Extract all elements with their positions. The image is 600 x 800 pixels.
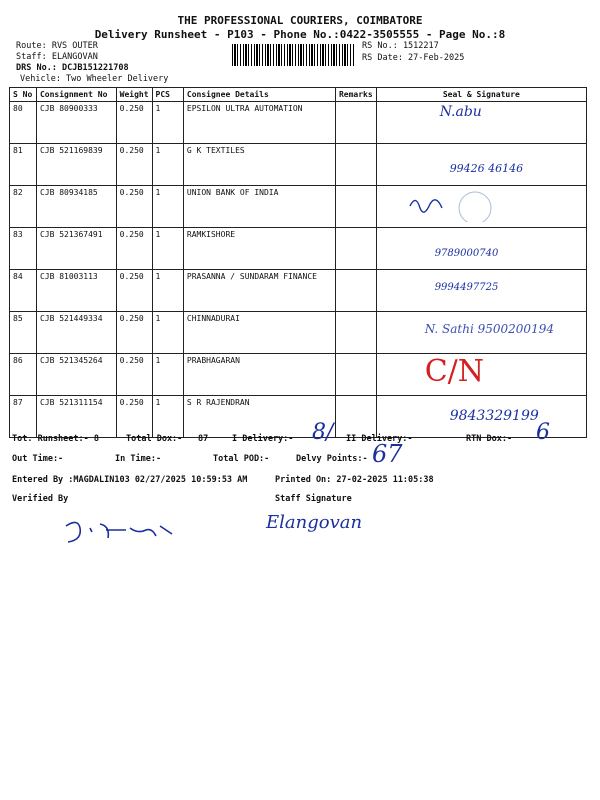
table-row — [10, 354, 587, 396]
cell-consignee: G K TEXTILES — [183, 144, 335, 186]
cell-weight: 0.250 — [116, 228, 152, 270]
cell-pcs: 1 — [152, 102, 183, 144]
cell-remarks — [335, 354, 376, 396]
col-sno: S No — [10, 88, 37, 102]
col-signature: Seal & Signature — [376, 88, 586, 102]
in-time: In Time:- — [115, 454, 162, 464]
table-row — [10, 228, 587, 270]
cell-pcs: 1 — [152, 228, 183, 270]
col-weight: Weight — [116, 88, 152, 102]
staff-signature-label: Staff Signature — [275, 494, 352, 504]
cell-remarks — [335, 186, 376, 228]
cell-pcs: 1 — [152, 144, 183, 186]
cell-consignee: PRABHAGARAN — [183, 354, 335, 396]
cell-consignment: CJB 80934185 — [36, 186, 116, 228]
col-consignment: Consignment No — [36, 88, 116, 102]
col-pcs: PCS — [152, 88, 183, 102]
cell-weight: 0.250 — [116, 312, 152, 354]
table-row — [10, 396, 587, 438]
cell-pcs: 1 — [152, 312, 183, 354]
cell-pcs: 1 — [152, 270, 183, 312]
cell-sno: 80 — [10, 102, 37, 144]
cell-consignee: RAMKISHORE — [183, 228, 335, 270]
cell-remarks — [335, 228, 376, 270]
rs-date: RS Date: 27-Feb-2025 — [362, 53, 465, 63]
cell-consignment: CJB 521311154 — [36, 396, 116, 438]
cell-sno: 86 — [10, 354, 37, 396]
drs-number: DRS No.: DCJB151221708 — [16, 63, 129, 73]
rtn-dox-hand: 6 — [536, 420, 550, 445]
cell-pcs: 1 — [152, 186, 183, 228]
cell-consignee: S R RAJENDRAN — [183, 396, 335, 438]
delvy-points-label: Delvy Points:- — [296, 454, 368, 464]
runsheet-table — [9, 87, 587, 438]
col-remarks: Remarks — [335, 88, 376, 102]
cell-weight: 0.250 — [116, 144, 152, 186]
cell-consignment: CJB 521345264 — [36, 354, 116, 396]
table-row — [10, 312, 587, 354]
printed-on: Printed On: 27-02-2025 11:05:38 — [275, 475, 434, 485]
cell-signature — [376, 396, 586, 438]
cell-signature — [376, 186, 586, 228]
cell-consignment: CJB 80900333 — [36, 102, 116, 144]
cell-remarks — [335, 270, 376, 312]
out-time: Out Time:- — [12, 454, 64, 464]
table-row — [10, 270, 587, 312]
cell-signature — [376, 354, 586, 396]
cell-signature — [376, 312, 586, 354]
runsheet-subtitle: Delivery Runsheet - P103 - Phone No.:0422-3505555 - Page No.:8 — [94, 28, 506, 41]
cell-sno: 85 — [10, 312, 37, 354]
handwritten-signature: 9843329199 — [449, 408, 539, 424]
table-row — [10, 102, 587, 144]
cell-signature — [376, 228, 586, 270]
cell-remarks — [335, 144, 376, 186]
company-title: THE PROFESSIONAL COURIERS, COIMBATORE — [177, 14, 423, 27]
cell-consignee: UNION BANK OF INDIA — [183, 186, 335, 228]
verified-by-signature — [60, 512, 190, 552]
rs-number: RS No.: 1512217 — [362, 41, 439, 51]
cell-pcs: 1 — [152, 354, 183, 396]
cell-weight: 0.250 — [116, 270, 152, 312]
cell-sno: 84 — [10, 270, 37, 312]
staff: Staff: ELANGOVAN — [16, 52, 98, 62]
table-row — [10, 144, 587, 186]
cell-weight: 0.250 — [116, 102, 152, 144]
delvy-points-hand: 67 — [372, 440, 403, 468]
total-pod: Total POD:- — [213, 454, 270, 464]
cell-remarks — [335, 312, 376, 354]
signature-scribble — [380, 188, 500, 222]
total-dox-label: Total Dox:- — [126, 434, 183, 444]
cell-signature — [376, 144, 586, 186]
tot-runsheet: Tot. Runsheet:- 8 — [12, 434, 99, 444]
barcode — [232, 44, 354, 66]
handwritten-signature: 99426 46146 — [449, 162, 524, 175]
cell-pcs: 1 — [152, 396, 183, 438]
verified-by-label: Verified By — [12, 494, 69, 504]
handwritten-signature: 9789000740 — [434, 248, 499, 259]
vehicle: Vehicle: Two Wheeler Delivery — [20, 74, 169, 84]
cell-remarks — [335, 396, 376, 438]
cell-consignee: EPSILON ULTRA AUTOMATION — [183, 102, 335, 144]
cell-signature — [376, 102, 586, 144]
cell-consignment: CJB 521367491 — [36, 228, 116, 270]
ii-delivery-label: II Delivery:- — [346, 434, 413, 444]
cell-consignee: CHINNADURAI — [183, 312, 335, 354]
i-delivery-label: I Delivery:- — [232, 434, 294, 444]
cell-consignment: CJB 81003113 — [36, 270, 116, 312]
table-row — [10, 186, 587, 228]
cell-sno: 82 — [10, 186, 37, 228]
cell-sno: 87 — [10, 396, 37, 438]
cell-consignment: CJB 521169839 — [36, 144, 116, 186]
handwritten-signature: N. Sathi 9500200194 — [424, 322, 554, 336]
cell-weight: 0.250 — [116, 396, 152, 438]
cell-signature — [376, 270, 586, 312]
cell-remarks — [335, 102, 376, 144]
handwritten-signature: N.abu — [439, 104, 482, 120]
handwritten-signature: C/N — [424, 354, 484, 389]
col-consignee: Consignee Details — [183, 88, 335, 102]
i-delivery-hand: 8/ — [312, 420, 334, 445]
total-dox-value: 87 — [198, 434, 209, 444]
cell-consignee: PRASANNA / SUNDARAM FINANCE — [183, 270, 335, 312]
cell-sno: 83 — [10, 228, 37, 270]
cell-consignment: CJB 521449334 — [36, 312, 116, 354]
handwritten-signature: 9994497725 — [434, 282, 499, 293]
cell-weight: 0.250 — [116, 186, 152, 228]
cell-weight: 0.250 — [116, 354, 152, 396]
cell-sno: 81 — [10, 144, 37, 186]
staff-signature-hand: Elangovan — [266, 512, 363, 533]
rtn-dox-label: RTN Dox:- — [466, 434, 513, 444]
route: Route: RVS OUTER — [16, 41, 98, 51]
entered-by: Entered By :MAGDALIN103 02/27/2025 10:59:53 AM — [12, 475, 248, 485]
